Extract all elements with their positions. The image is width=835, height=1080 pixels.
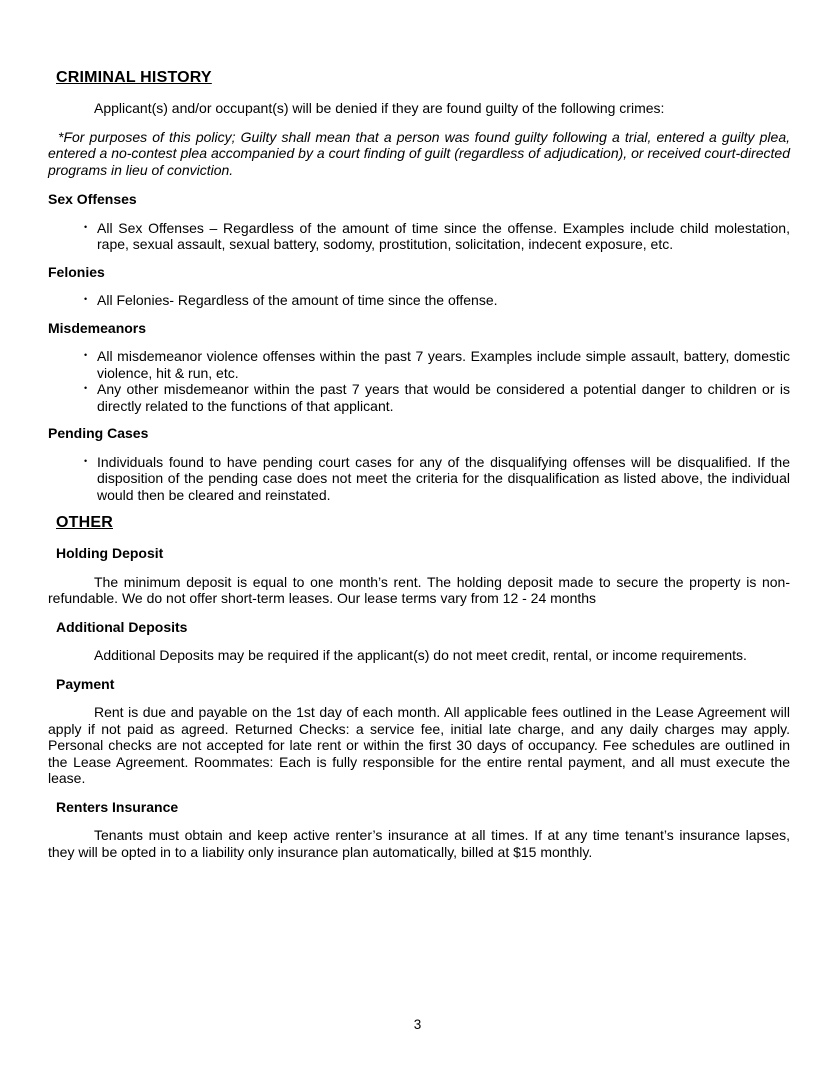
bullet-icon: • [84,455,88,466]
bullet-text: Individuals found to have pending court cases for any of the disqualifying offenses will be disqualified. If the disposition of the pending case does not meet the criteria for the disqualification as listed above, the individual would then be cleared and reinstated. [97,453,790,503]
payment-paragraph: Rent is due and payable on the 1st day of each month. All applicable fees outlined in the Lease Agreement will apply if not paid as agreed. Returned Checks: a service fee, initial late charge, and any daily charges may apply. Personal checks are not accepted for late rent or within the first 30 days of occupancy. Fee schedules are outlined in the Lease Agreement. Roommates: Each is fully responsible for the entire rental payment, and all must execute the lease. [48,704,790,786]
list-item [82,454,790,504]
section-title-other: OTHER [56,514,113,531]
bullet-text: Any other misdemeanor within the past 7 years that would be considered a potential danger to children or is directly related to the functions of that applicant. [97,381,790,414]
bullet-icon: • [84,350,88,360]
pending-cases-list [48,454,790,504]
list-item [82,381,790,414]
subheading-holding-deposit: Holding Deposit [56,545,164,561]
section-criminal-history [48,69,790,503]
list-item [82,220,790,253]
subheading-felonies: Felonies [48,263,105,280]
list-item [82,348,790,381]
bullet-text: All Felonies- Regardless of the amount of time since the offense. [97,292,498,308]
bullet-icon: • [84,294,88,304]
subheading-additional-deposits: Additional Deposits [56,618,188,635]
bullet-icon: • [84,383,88,393]
subheading-misdemeanors: Misdemeanors [48,319,147,336]
criminal-history-intro: Applicant(s) and/or occupant(s) will be denied if they are found guilty of the following crimes: [94,100,665,116]
section-title-criminal-history: CRIMINAL HISTORY [56,69,212,86]
felonies-list [48,292,790,309]
list-item [82,292,790,309]
section-other [48,514,790,860]
holding-deposit-paragraph: The minimum deposit is equal to one month’s rent. The holding deposit made to secure the property is non- refundable. We do not offer short-term leases. Our lease terms vary from 12 - 24 months [48,573,790,606]
subheading-renters-insurance: Renters Insurance [56,798,179,815]
misdemeanors-list [48,348,790,414]
bullet-text: All Sex Offenses – Regardless of the amount of time since the offense. Examples include child molestation, rape, sexual assault, sexual battery, sodomy, prostitution, solicitation, indecent exposure, etc. [97,219,790,252]
guilty-definition-note: *For purposes of this policy; Guilty shall mean that a person was found guilty following a trial, entered a guilty plea, entered a no-contest plea accompanied by a court finding of guilt (regardless of adjudication), or received court-directed programs in lieu of conviction. [48,128,790,178]
bullet-icon: • [84,221,88,232]
sex-offenses-list [48,220,790,253]
subheading-pending-cases: Pending Cases [48,425,149,441]
additional-deposits-paragraph: Additional Deposits may be required if the applicant(s) do not meet credit, rental, or income requirements. [94,647,747,663]
subheading-payment: Payment [56,675,115,692]
subheading-sex-offenses: Sex Offenses [48,191,137,207]
page-number: 3 [413,1017,422,1032]
bullet-text: All misdemeanor violence offenses within the past 7 years. Examples include simple assault, battery, domestic violence, hit & run, etc. [97,348,790,381]
renters-insurance-paragraph: Tenants must obtain and keep active renter’s insurance at all times. If at any time tenant’s insurance lapses, they will be opted in to a liability only insurance plan automatically, billed at $15 monthly. [48,827,790,860]
